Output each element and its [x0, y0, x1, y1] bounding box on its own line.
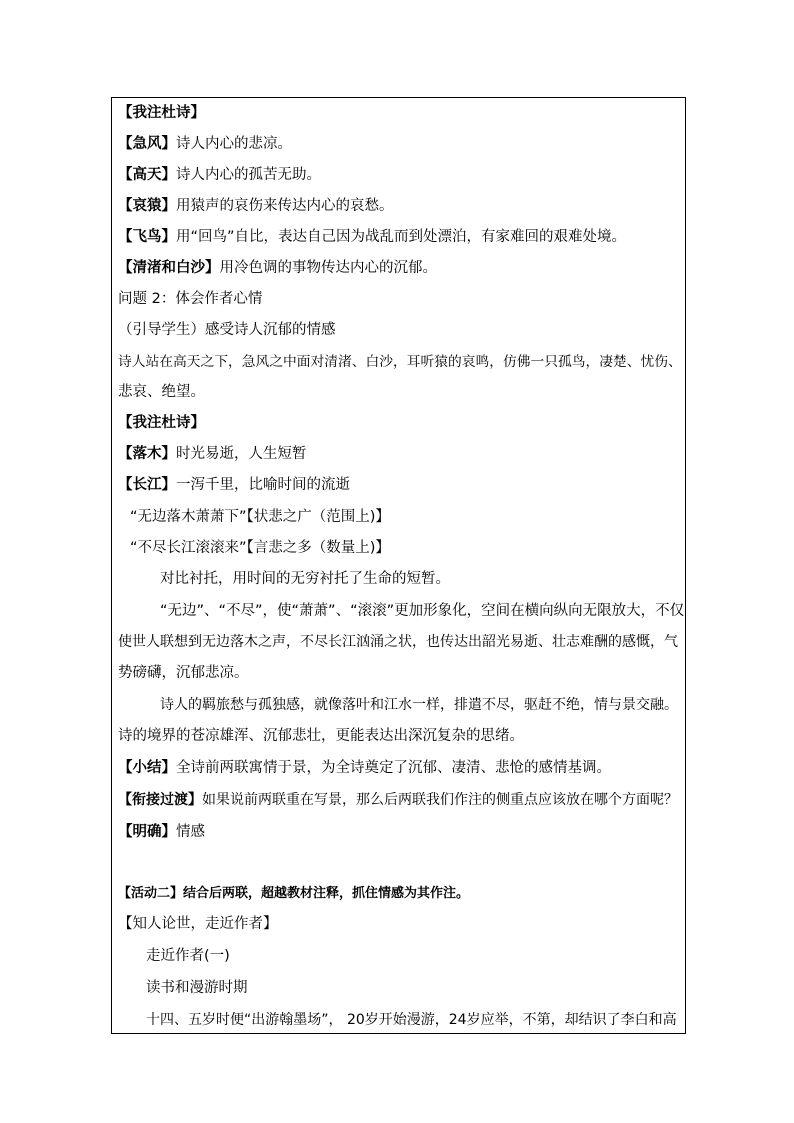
line-text: 用“回鸟”自比，表达自己因为战乱而到处漂泊，有家难回的艰难处境。	[176, 229, 627, 245]
bold-label: 【我注杜诗】	[118, 415, 205, 431]
line-10	[118, 382, 205, 402]
line-23	[118, 790, 678, 810]
line-text: 用冷色调的事物传达内心的沉郁。	[219, 260, 437, 276]
line-text: 读书和漫游时期	[146, 980, 248, 996]
line-05	[118, 227, 626, 247]
line-15	[130, 538, 390, 558]
bold-label: 【高天】	[118, 167, 176, 183]
line-text: 一泻千里，比喻时间的流逝	[176, 477, 350, 493]
line-12	[118, 444, 307, 464]
line-24	[118, 822, 205, 842]
line-text: “不尽长江滚滚来”【言悲之多（数量上)】	[130, 540, 390, 556]
line-18	[118, 632, 678, 652]
line-04	[118, 196, 394, 216]
line-text: 诗人内心的悲凉。	[176, 136, 292, 152]
line-11	[118, 413, 205, 433]
line-25	[118, 883, 469, 904]
bold-label: 【急风】	[118, 136, 176, 152]
bold-label: 【哀猿】	[118, 198, 176, 214]
line-19	[118, 663, 249, 683]
line-text: 诗人内心的孤苦无助。	[176, 167, 321, 183]
line-text: 时光易逝，人生短暂	[176, 446, 307, 462]
line-09	[118, 352, 682, 372]
line-17	[160, 601, 684, 621]
bold-label: 【小结】	[118, 760, 176, 776]
line-26	[118, 914, 278, 934]
line-text: 势磅礴，沉郁悲凉。	[118, 665, 249, 681]
line-text: 全诗前两联寓情于景，为全诗奠定了沉郁、凄清、悲怆的感情基调。	[176, 760, 611, 776]
line-text: “无边落木萧萧下”【状悲之广（范围上)】	[130, 509, 390, 525]
line-text: 诗的境界的苍凉雄浑、沉郁悲壮，更能表达出深沉复杂的思绪。	[118, 728, 524, 744]
bold-label: 【长江】	[118, 477, 176, 493]
line-16	[160, 569, 450, 589]
line-28	[146, 978, 248, 998]
line-text: 情感	[176, 824, 205, 840]
line-text: 诗人的羁旅愁与孤独感，就像落叶和江水一样，排遣不尽，驱赶不绝，情与景交融。	[160, 697, 678, 713]
line-text: 如果说前两联重在写景，那么后两联我们作注的侧重点应该放在哪个方面呢？	[202, 792, 678, 808]
line-21	[118, 726, 524, 746]
line-22	[118, 758, 611, 778]
line-text: 【知人论世，走近作者】	[118, 916, 278, 932]
bold-label: 【活动二】结合后两联，超越教材注释，抓住情感为其作注。	[118, 886, 470, 901]
line-02	[118, 134, 292, 154]
line-text: “无边”、“不尽”，使“萧萧”、“滚滚”更加形象化，空间在横向纵向无限放大，不仅	[160, 603, 685, 619]
line-text: 诗人站在高天之下，急风之中面对清渚、白沙，耳听猿的哀鸣，仿佛一只孤鸟，凄楚、忧伤、	[118, 354, 682, 370]
line-03	[118, 165, 321, 185]
line-13	[118, 475, 350, 495]
line-text: 十四、五岁时便“出游翰墨场”， 20岁开始漫游，24岁应举，不第，却结识了李白和高	[146, 1012, 677, 1028]
line-29	[146, 1010, 677, 1030]
line-text: 使世人联想到无边落木之声，不尽长江汹涌之状，也传达出韶光易逝、壮志难酬的感慨，气	[118, 634, 678, 650]
line-text: 问题 2：体会作者心情	[118, 291, 263, 307]
bold-label: 【飞鸟】	[118, 229, 176, 245]
line-text: （引导学生）感受诗人沉郁的情感	[118, 322, 336, 338]
line-14	[130, 507, 390, 527]
bold-label: 【清渚和白沙】	[118, 260, 220, 276]
bold-label: 【衔接过渡】	[118, 792, 202, 808]
line-08	[118, 320, 336, 340]
line-07	[118, 289, 262, 309]
bold-label: 【明确】	[118, 824, 176, 840]
line-06	[118, 258, 437, 278]
bold-label: 【我注杜诗】	[118, 105, 205, 121]
bold-label: 【落木】	[118, 446, 176, 462]
line-27	[146, 946, 230, 966]
line-text: 悲哀、绝望。	[118, 384, 205, 400]
line-text: 对比衬托，用时间的无穷衬托了生命的短暂。	[160, 571, 450, 587]
line-01	[118, 103, 205, 123]
line-text: 走近作者(一)	[146, 948, 230, 964]
line-text: 用猿声的哀伤来传达内心的哀愁。	[176, 198, 394, 214]
line-20	[160, 695, 678, 715]
